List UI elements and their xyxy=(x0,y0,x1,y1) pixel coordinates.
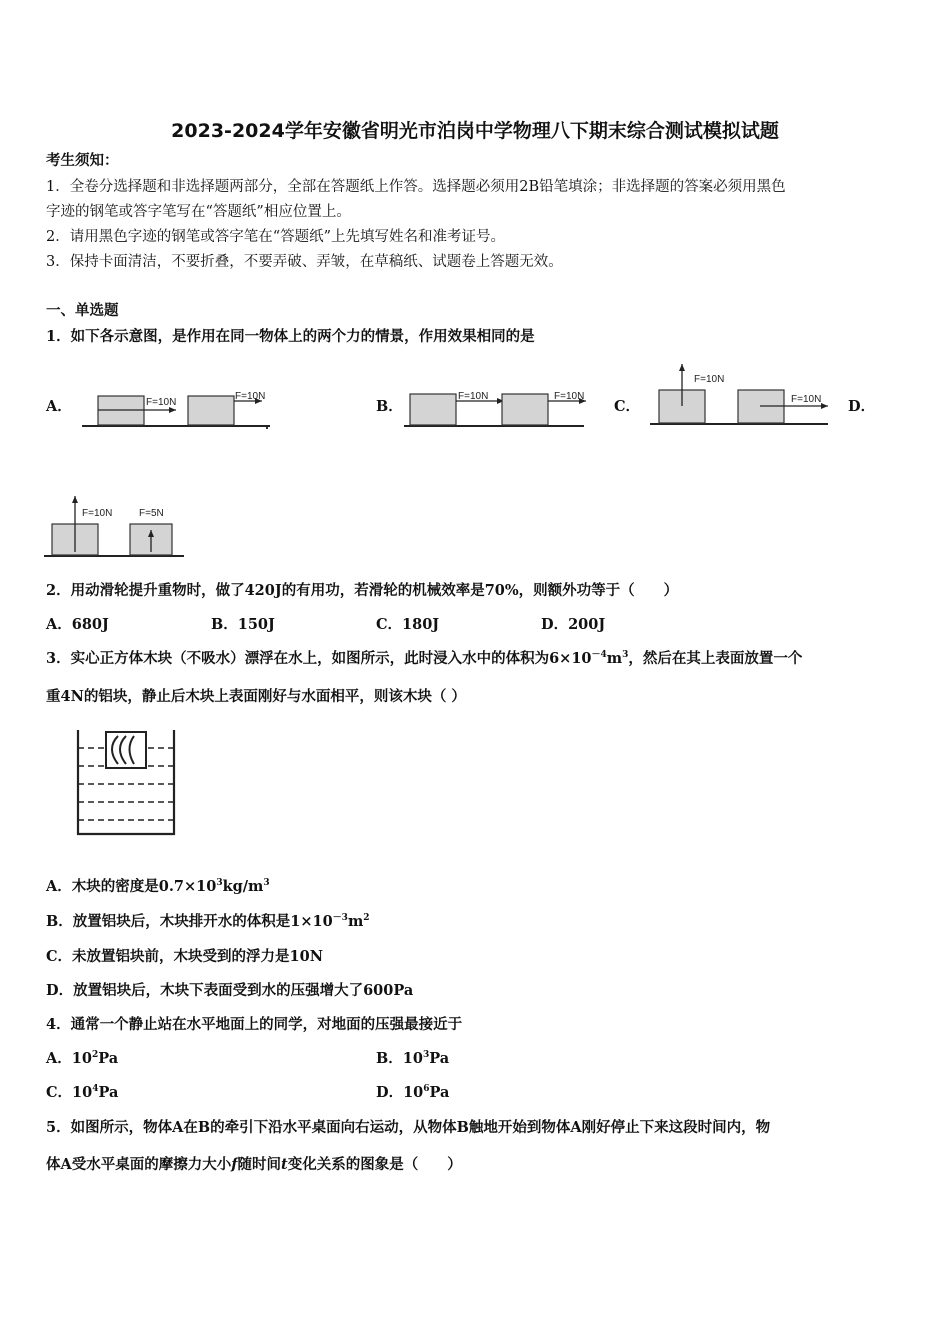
q1-option-a-label: A． xyxy=(46,398,72,415)
q3-option-b: B．放置铝块后，木块排开水的体积是$1\times 10^{-3}m^2$ xyxy=(46,913,370,930)
q3-option-d: D．放置铝块后，木块下表面受到水的压强增大了600Pa xyxy=(46,982,414,999)
q2-option-d: D．200J xyxy=(541,616,606,633)
q1-stem: 1．如下各示意图，是作用在同一物体上的两个力的情景，作用效果相同的是 xyxy=(46,328,535,345)
force-label-d1: F=10N xyxy=(82,508,113,519)
force-label-a2: F=10N xyxy=(235,391,266,402)
q5-stem-line-1: 5．如图所示，物体A在B的牵引下沿水平桌面向右运动，从物体B触地开始到物体A刚好停止下来这段时间内，物 xyxy=(46,1119,771,1136)
force-label-b2: F=10N xyxy=(554,391,585,402)
q1-option-b-label: B． xyxy=(376,398,403,415)
force-label-a1: F=10N xyxy=(146,397,177,408)
q1-diagram-d xyxy=(44,492,194,562)
q1-diagram-a xyxy=(80,386,280,436)
q3-stem-line-2: 重4N的铝块，静止后木块上表面刚好与水面相平，则该木块（ ） xyxy=(46,688,466,705)
force-label-b1: F=10N xyxy=(458,391,489,402)
q2-stem: 2．用动滑轮提升重物时，做了420J的有用功，若滑轮的机械效率是70%，则额外功等于（ ） xyxy=(46,582,679,599)
force-label-d2: F=5N xyxy=(139,508,164,519)
page-title: 2023-2024学年安徽省明光市泊岗中学物理八下期末综合测试模拟试题 xyxy=(171,120,779,142)
notice-line-3: 2．请用黑色字迹的钢笔或答字笔在“答题纸”上先填写姓名和准考证号。 xyxy=(46,229,506,245)
q3-stem-line-1: 3．实心正方体木块（不吸水）漂浮在水上，如图所示，此时浸入水中的体积为$6\times 10^{-4}m^3$，然后在其上表面放置一个 xyxy=(46,650,803,667)
notice-heading: 考生须知： xyxy=(46,152,119,169)
q4-option-a: A．$10^2Pa$ xyxy=(46,1050,119,1067)
q4-option-d: D．$10^6Pa$ xyxy=(376,1084,450,1101)
q1-diagram-c xyxy=(648,360,838,430)
q2-option-a: A．680J xyxy=(46,616,109,633)
notice-line-1: 1．全卷分选择题和非选择题两部分，全部在答题纸上作答。选择题必须用2B铅笔填涂；非选择题的答案必须用黑色 xyxy=(46,179,786,195)
force-label-c1: F=10N xyxy=(694,374,725,385)
q4-option-b: B．$10^3Pa$ xyxy=(376,1050,450,1067)
q2-option-b: B．150J xyxy=(211,616,275,633)
q4-option-c: C．$10^4Pa$ xyxy=(46,1084,119,1101)
notice-line-2: 字迹的钢笔或答字笔写在“答题纸”相应位置上。 xyxy=(46,204,351,220)
q3-option-c: C．未放置铝块前，木块受到的浮力是10N xyxy=(46,948,323,965)
q1-option-c-label: C． xyxy=(614,398,641,415)
q3-option-a: A．木块的密度是$0.7\times 10^3kg/m^3$ xyxy=(46,878,270,895)
q5-stem-line-2: 体A受水平桌面的摩擦力大小f随时间t变化关系的图象是（ ） xyxy=(46,1156,462,1173)
q2-option-c: C．180J xyxy=(376,616,440,633)
q1-option-d-label: D． xyxy=(848,398,876,415)
section-heading: 一、单选题 xyxy=(46,302,119,319)
force-label-c2: F=10N xyxy=(791,394,822,405)
q1-diagram-b xyxy=(402,386,602,436)
q3-diagram-beaker xyxy=(74,728,184,838)
notice-line-4: 3．保持卡面清洁，不要折叠，不要弄破、弄皱，在草稿纸、试题卷上答题无效。 xyxy=(46,254,563,270)
q4-stem: 4．通常一个静止站在水平地面上的同学，对地面的压强最接近于 xyxy=(46,1016,463,1033)
